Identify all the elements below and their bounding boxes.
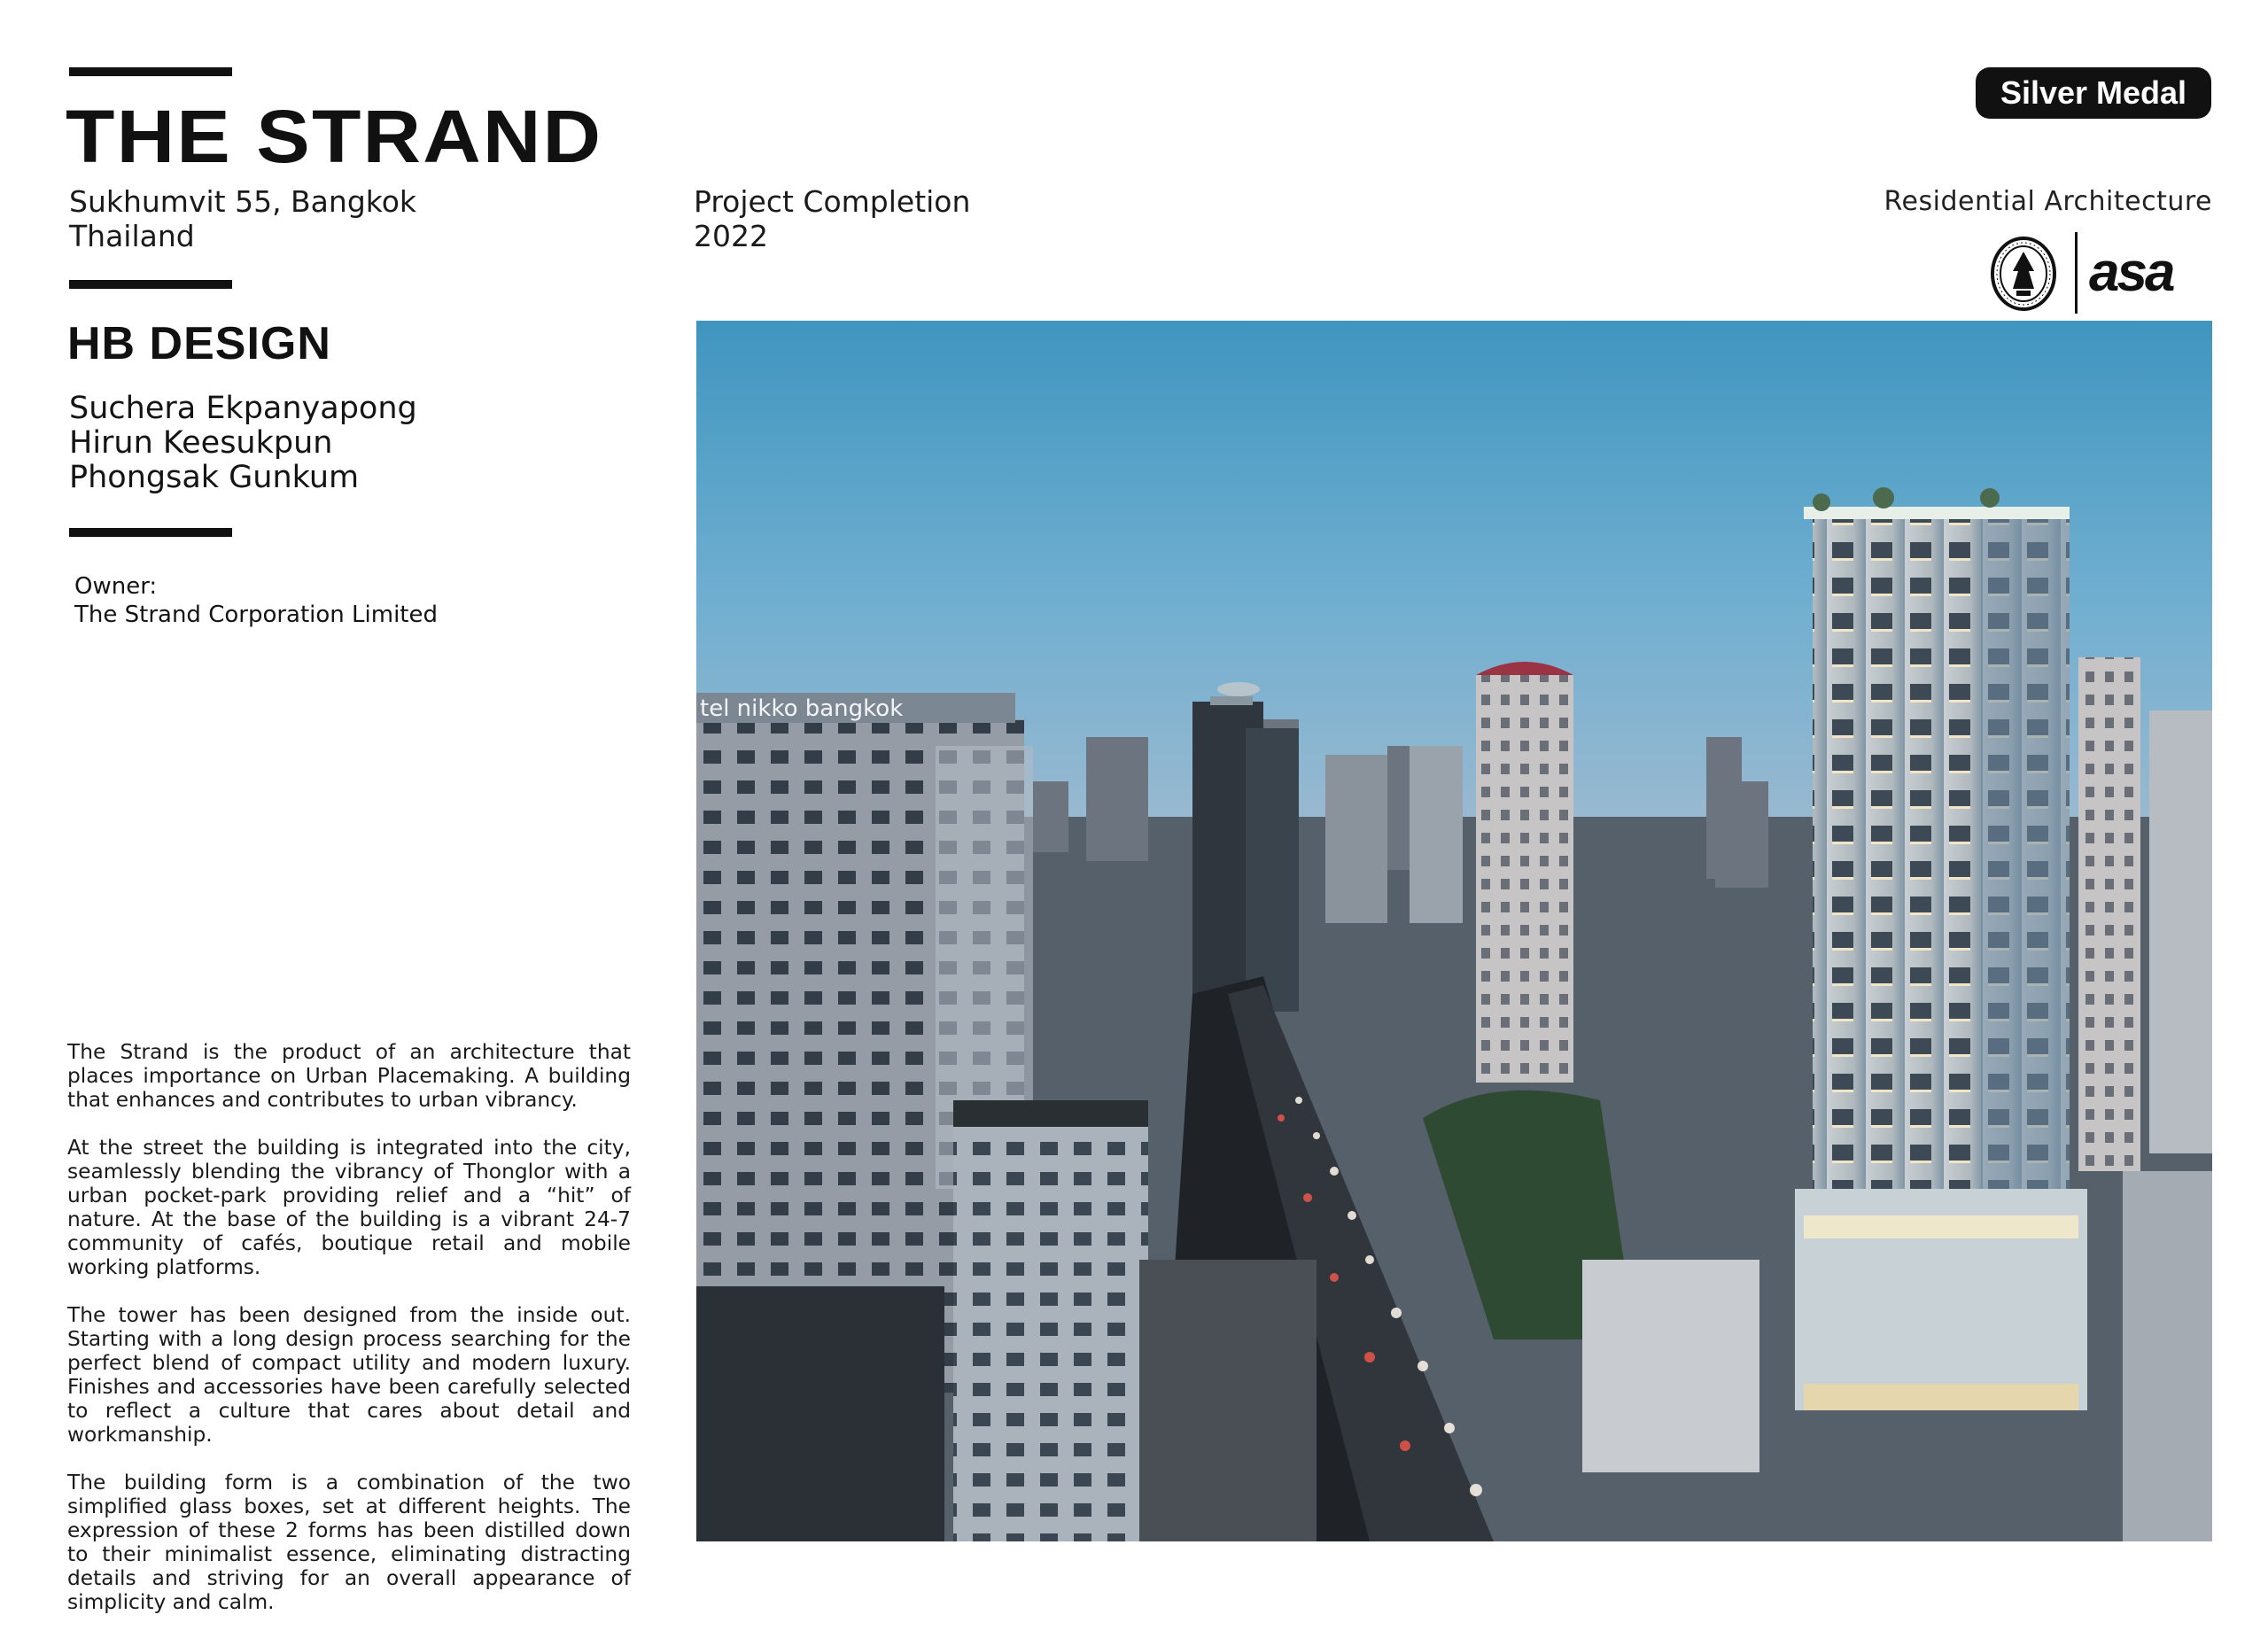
section-rule bbox=[69, 280, 232, 289]
header-rule bbox=[69, 67, 232, 76]
project-location bbox=[69, 184, 416, 253]
asa-logo-text: asa bbox=[2089, 250, 2173, 296]
project-photo bbox=[696, 321, 2212, 1541]
description-paragraph: The tower has been designed from the inside out. Starting with a long design process searching for the perfect blend of compact utility and modern luxury. Finishes and accessories have been carefully selected to reflect a culture that cares about detail and workmanship. bbox=[67, 1303, 631, 1447]
description-paragraph: The building form is a combination of the two simplified glass boxes, set at different heights. The expression of these 2 forms has been distilled down to their minimalist essence, eliminating distracting details and striving for an overall appearance of simplicity and calm. bbox=[67, 1471, 631, 1614]
section-rule bbox=[69, 528, 232, 537]
project-completion bbox=[694, 184, 970, 253]
completion-year: 2022 bbox=[694, 219, 768, 253]
project-title: THE STRAND bbox=[66, 95, 603, 178]
award-badge: Silver Medal bbox=[1976, 67, 2211, 119]
award-category: Residential Architecture bbox=[1884, 186, 2212, 217]
owner-label: Owner: bbox=[74, 573, 158, 600]
team-member: Suchera Ekpanyapong bbox=[69, 391, 417, 426]
architect-firm: HB DESIGN bbox=[67, 318, 331, 369]
owner-name: The Strand Corporation Limited bbox=[74, 602, 438, 628]
location-city: Sukhumvit 55, Bangkok bbox=[69, 184, 417, 219]
project-description bbox=[67, 1040, 631, 1638]
description-paragraph: At the street the building is integrated into the city, seamlessly blending the vibrancy of Thonglor with a urban pocket-park providing relief and a “hit” of nature. At the base of the building is a vibrant 24-7 community of cafés, boutique retail and mobile working platforms. bbox=[67, 1136, 631, 1279]
completion-label: Project Completion bbox=[694, 184, 971, 219]
logo-divider bbox=[2075, 232, 2078, 314]
team-list bbox=[69, 392, 417, 495]
owner-block bbox=[74, 572, 438, 629]
asa-logo bbox=[2089, 250, 2213, 296]
team-member: Phongsak Gunkum bbox=[69, 460, 360, 495]
location-country: Thailand bbox=[69, 219, 195, 253]
association-seal-icon bbox=[1990, 236, 2057, 312]
photo-sign-text: tel nikko bangkok bbox=[700, 695, 904, 722]
description-paragraph: The Strand is the product of an architecture that places importance on Urban Placemaking. A building that enhances and contributes to urban vibrancy. bbox=[67, 1040, 631, 1112]
team-member: Hirun Keesukpun bbox=[69, 425, 333, 461]
